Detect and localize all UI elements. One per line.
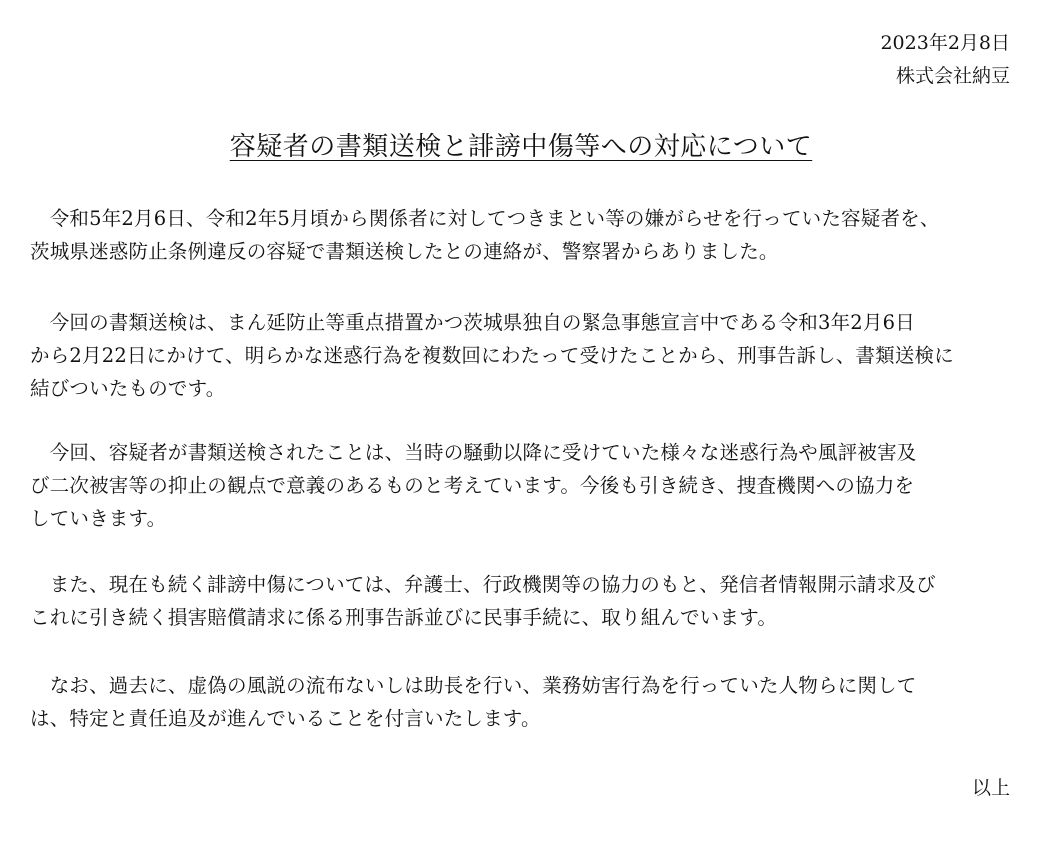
document-date: 2023年2月8日 — [880, 32, 1010, 54]
paragraph-line: び二次被害等の抑止の観点で意義のあるものと考えています。今後も引き続き、捜査機関への協力を — [30, 474, 915, 497]
paragraph-3 — [30, 436, 1010, 535]
paragraph-5 — [30, 669, 1010, 735]
paragraph-line: していきます。 — [30, 507, 167, 530]
company-name: 株式会社納豆 — [895, 65, 1010, 87]
paragraph-2 — [30, 306, 1010, 405]
paragraph-line: 今回の書類送検は、まん延防止等重点措置かつ茨城県独自の緊急事態宣言中である令和3年2月6日 — [30, 311, 915, 334]
paragraph-line: は、特定と責任追及が進んでいることを付言いたします。 — [30, 707, 541, 730]
document-title-text: 容疑者の書類送検と誹謗中傷等への対応について — [229, 132, 813, 162]
paragraph-line: また、現在も続く誹謗中傷については、弁護士、行政機関等の協力のもと、発信者情報開示請求及び — [30, 573, 936, 596]
document-title — [0, 130, 1042, 164]
paragraph-4 — [30, 568, 1010, 634]
paragraph-line: 令和5年2月6日、令和2年5月頃から関係者に対してつきまとい等の嫌がらせを行っていた容疑者を、 — [30, 207, 940, 230]
paragraph-line: これに引き続く損害賠償請求に係る刑事告訴並びに民事手続に、取り組んでいます。 — [30, 606, 778, 629]
paragraph-line: から2月22日にかけて、明らかな迷惑行為を複数回にわたって受けたことから、刑事告訴し、書類送検に — [30, 344, 954, 367]
paragraph-line: なお、過去に、虚偽の風説の流布ないしは助長を行い、業務妨害行為を行っていた人物らに関して — [30, 674, 917, 697]
paragraph-line: 茨城県迷惑防止条例違反の容疑で書類送検したとの連絡が、警察署からありました。 — [30, 240, 779, 263]
paragraph-line: 結びついたものです。 — [30, 377, 226, 400]
paragraph-1 — [30, 202, 1010, 268]
closing-mark: 以上 — [971, 777, 1010, 799]
paragraph-line: 今回、容疑者が書類送検されたことは、当時の騒動以降に受けていた様々な迷惑行為や風評被害及 — [30, 441, 917, 464]
